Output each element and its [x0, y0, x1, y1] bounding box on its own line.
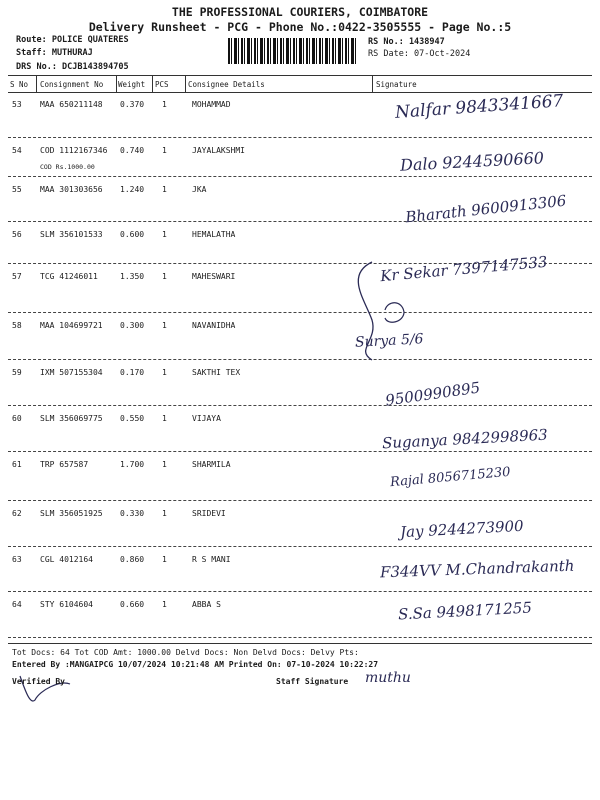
row-pcs: 1: [162, 100, 167, 109]
signature-61: Rajal 8056715230: [389, 464, 512, 491]
route-label: Route: POLICE QUATERES: [16, 35, 129, 45]
row-consignee: JKA: [192, 185, 207, 194]
row-consignment: SLM 356101533: [40, 230, 103, 239]
row-pcs: 1: [162, 230, 167, 239]
row-weight: 0.550: [120, 414, 145, 423]
row-weight: 1.700: [120, 460, 145, 469]
row-consignee: R S MANI: [192, 555, 231, 564]
row-consignee: SHARMILA: [192, 460, 231, 469]
row-consignment: CGL 4012164: [40, 555, 93, 564]
row-sno: 57: [12, 272, 22, 281]
signature-57: Kr Sekar 7397147533: [379, 252, 549, 286]
row-sno: 59: [12, 368, 22, 377]
row-consignee: VIJAYA: [192, 414, 221, 423]
row-consignment: MAA 650211148: [40, 100, 103, 109]
row-consignment: MAA 301303656: [40, 185, 103, 194]
signature-58: Surya 5/6: [354, 331, 424, 351]
row-pcs: 1: [162, 368, 167, 377]
row-consignment: STY 6104604: [40, 600, 93, 609]
row-cod-note: COD Rs.1000.00: [40, 163, 95, 171]
runsheet-subtitle: Delivery Runsheet - PCG - Phone No.:0422-3505555 - Page No.:5: [88, 20, 512, 34]
row-weight: 0.600: [120, 230, 145, 239]
col-header-pcs: PCS: [155, 80, 169, 89]
col-header-signature: Signature: [376, 80, 417, 89]
row-weight: 0.170: [120, 368, 145, 377]
row-pcs: 1: [162, 509, 167, 518]
company-title: THE PROFESSIONAL COURIERS, COIMBATORE: [171, 5, 429, 19]
col-header-consignee: Consignee Details: [188, 80, 265, 89]
row-sno: 56: [12, 230, 22, 239]
row-sno: 61: [12, 460, 22, 469]
totals-line: Tot Docs: 64 Tot COD Amt: 1000.00 Delvd Docs: Non Delvd Docs: Delvy Pts:: [12, 648, 359, 657]
drs-number: DRS No.: DCJB143894705: [16, 62, 129, 72]
row-sno: 53: [12, 100, 22, 109]
row-consignment: COD 1112167346: [40, 146, 108, 155]
signature-62: Jay 9244273900: [399, 516, 525, 542]
row-consignee: NAVANIDHA: [192, 321, 236, 330]
row-weight: 1.240: [120, 185, 145, 194]
row-weight: 0.330: [120, 509, 145, 518]
row-pcs: 1: [162, 272, 167, 281]
signature-53: Nalfar 9843341667: [394, 91, 565, 123]
row-consignment: MAA 104699721: [40, 321, 103, 330]
row-weight: 0.740: [120, 146, 145, 155]
row-weight: 0.860: [120, 555, 145, 564]
row-consignee: JAYALAKSHMI: [192, 146, 245, 155]
row-pcs: 1: [162, 321, 167, 330]
row-consignee: MOHAMMAD: [192, 100, 231, 109]
col-header-sno: S No: [10, 80, 29, 89]
staff-signature: muthu: [365, 670, 411, 686]
row-consignment: SLM 356069775: [40, 414, 103, 423]
staff-label: Staff: MUTHURAJ: [16, 48, 93, 58]
row-pcs: 1: [162, 460, 167, 469]
signature-54: Dalo 9244590660: [399, 148, 545, 175]
row-pcs: 1: [162, 185, 167, 194]
signature-60: Suganya 9842998963: [381, 425, 549, 453]
row-sno: 63: [12, 555, 22, 564]
row-pcs: 1: [162, 414, 167, 423]
row-consignee: SRIDEVI: [192, 509, 226, 518]
signature-64: S.Sa 9498171255: [397, 598, 533, 624]
row-consignee: SAKTHI TEX: [192, 368, 241, 377]
row-consignment: TCG 41246011: [40, 272, 98, 281]
row-pcs: 1: [162, 146, 167, 155]
row-sno: 60: [12, 414, 22, 423]
row-sno: 62: [12, 509, 22, 518]
row-consignment: TRP 657587: [40, 460, 89, 469]
row-pcs: 1: [162, 600, 167, 609]
row-consignment: SLM 356051925: [40, 509, 103, 518]
signature-55: Bharath 9600913306: [404, 191, 568, 227]
row-consignee: ABBA S: [192, 600, 221, 609]
row-sno: 55: [12, 185, 22, 194]
verified-by-label: Verified By: [12, 677, 65, 686]
footer-rule: [8, 643, 592, 644]
row-weight: 0.300: [120, 321, 145, 330]
row-weight: 0.660: [120, 600, 145, 609]
staff-signature-label: Staff Signature: [276, 677, 349, 686]
row-consignee: MAHESWARI: [192, 272, 236, 281]
row-consignment: IXM 507155304: [40, 368, 103, 377]
rs-date: RS Date: 07-Oct-2024: [368, 49, 471, 59]
row-weight: 0.370: [120, 100, 145, 109]
entered-by-line: Entered By :MANGAIPCG 10/07/2024 10:21:48 AM Printed On: 07-10-2024 10:22:27: [12, 660, 379, 669]
row-sno: 64: [12, 600, 22, 609]
row-sno: 58: [12, 321, 22, 330]
row-pcs: 1: [162, 555, 167, 564]
row-weight: 1.350: [120, 272, 145, 281]
signature-63: F344VV M.Chandrakanth: [379, 556, 575, 582]
row-sno: 54: [12, 146, 22, 155]
row-consignee: HEMALATHA: [192, 230, 236, 239]
col-header-weight: Weight: [118, 80, 146, 89]
rs-number: RS No.: 1438947: [368, 37, 445, 47]
signature-59: 9500990895: [384, 378, 482, 410]
col-header-consignment: Consignment No: [40, 80, 104, 89]
